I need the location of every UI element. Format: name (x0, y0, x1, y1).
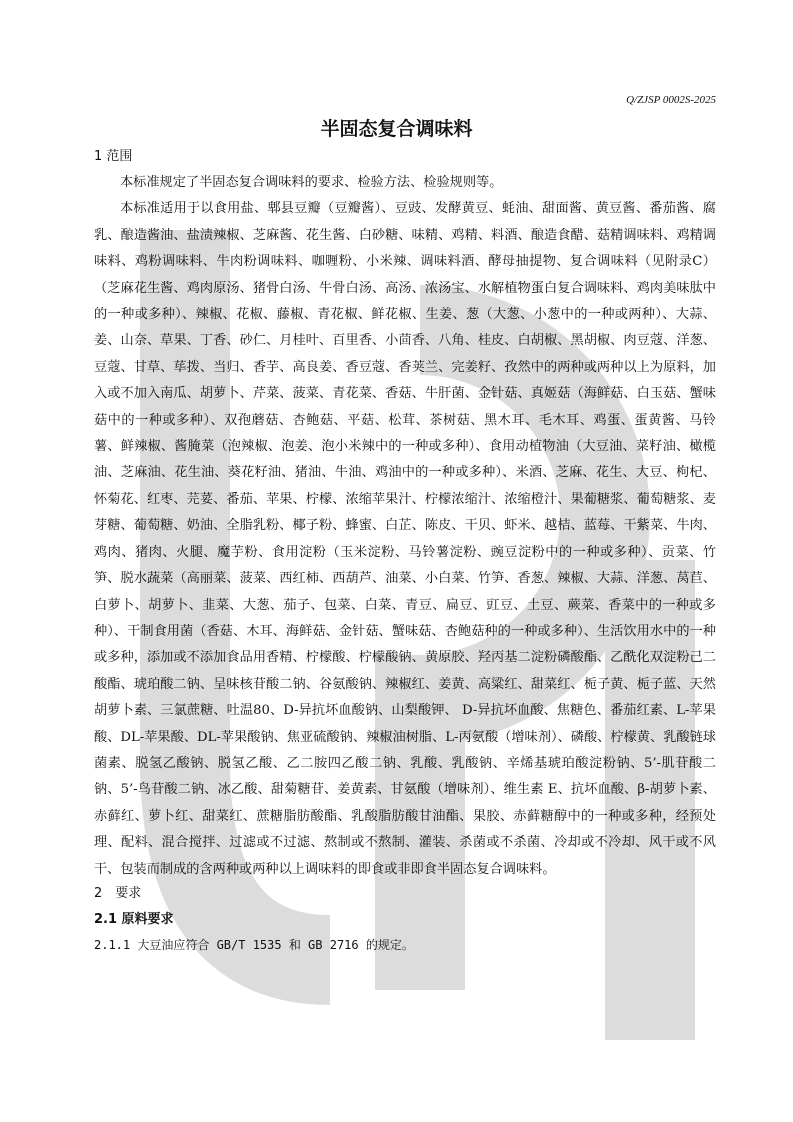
section-requirements-heading: 2 要求 (94, 885, 142, 901)
standard-number: Q/ZJSP 0002S-2025 (626, 94, 716, 106)
scope-paragraph-2: 本标准适用于以食用盐、郫县豆瓣（豆瓣酱）、豆豉、发酵黄豆、蚝油、甜面酱、黄豆酱、番茄酱、腐乳、酿造酱油、盐渍辣椒、芝麻酱、花生酱、白砂糖、味精、鸡精、料酒、酿造食醋、菇精调味料、鸡精调味料、鸡粉调味料、牛肉粉调味料、咖喱粉、小米辣、调味料酒、酵母抽提物、复合调味料（见附录C）（芝麻花生酱、鸡肉原汤、猪骨白汤、牛骨白汤、高汤、浓汤宝、水解植物蛋白复合调味料、鸡肉美味肽中的一种或多种）、辣椒、花椒、藤椒、青花椒、鲜花椒、生姜、葱（大葱、小葱中的一种或两种）、大蒜、姜、山奈、草果、丁香、砂仁、月桂叶、百里香、小茴香、八角、桂皮、白胡椒、黑胡椒、肉豆蔻、洋葱、豆蔻、甘草、荜拨、当归、香芋、高良姜、香豆蔻、香荚兰、完姜籽、孜然中的两种或两种以上为原料，加入或不加入南瓜、胡萝卜、芹菜、菠菜、青花菜、香菇、牛肝菌、金针菇、真姬菇（海鲜菇、白玉菇、蟹味菇中的一种或多种）、双孢蘑菇、杏鲍菇、平菇、松茸、茶树菇、黑木耳、毛木耳、鸡蛋、蛋黄酱、马铃薯、鲜辣椒、酱腌菜（泡辣椒、泡姜、泡小米辣中的一种或多种）、食用动植物油（大豆油、菜籽油、橄榄油、芝麻油、花生油、葵花籽油、猪油、牛油、鸡油中的一种或多种）、米酒、芝麻、花生、大豆、枸杞、怀菊花、红枣、芫荽、番茄、苹果、柠檬、浓缩苹果汁、柠檬浓缩汁、浓缩橙汁、果葡糖浆、葡萄糖浆、麦芽糖、葡萄糖、奶油、全脂乳粉、椰子粉、蜂蜜、白芷、陈皮、干贝、虾米、越桔、蓝莓、干紫菜、牛肉、鸡肉、猪肉、火腿、魔芋粉、食用淀粉（玉米淀粉、马铃薯淀粉、豌豆淀粉中的一种或多种）、贡菜、竹笋、脱水蔬菜（高丽菜、菠菜、西红柿、西葫芦、油菜、小白菜、竹笋、香葱、辣椒、大蒜、洋葱、莴苣、白萝卜、胡萝卜、韭菜、大葱、茄子、包菜、白菜、青豆、扁豆、豇豆、土豆、蕨菜、香菜中的一种或多种）、干制食用菌（香菇、木耳、海鲜菇、金针菇、蟹味菇、杏鲍菇种的一种或多种）、生活饮用水中的一种或多种，添加或不添加食品用香精、柠檬酸、柠檬酸钠、黄原胶、羟丙基二淀粉磷酸酯、乙酰化双淀粉己二酸酯、琥珀酸二钠、呈味核苷酸二钠、谷氨酸钠、辣椒红、姜黄、高粱红、甜菜红、栀子黄、栀子蓝、天然胡萝卜素、三氯蔗糖、吐温80、D-异抗坏血酸钠、山梨酸钾、 D-异抗坏血酸、焦糖色、番茄红素、L-苹果酸、DL-苹果酸、DL-苹果酸钠、焦亚硫酸钠、辣椒油树脂、L-丙氨酸（增味剂）、磷酸、柠檬黄、乳酸链球菌素、脱氢乙酸钠、脱氢乙酸、乙二胺四乙酸二钠、乳酸、乳酸钠、辛烯基琥珀酸淀粉钠、5’-肌苷酸二钠、5’-鸟苷酸二钠、冰乙酸、甜菊糖苷、姜黄素、甘氨酸（增味剂）、维生素 E、抗坏血酸、β-胡萝卜素、赤藓红、萝卜红、甜菜红、蔗糖脂肪酸酯、乳酸脂肪酸甘油酯、果胶、赤藓糖醇中的一种或多种，经预处理、配料、混合搅拌、过滤或不过滤、熬制或不熬制、灌装、杀菌或不杀菌、冷却或不冷却、风干或不风干、包装而制成的含两种或两种以上调味料的即食或非即食半固态复合调味料。 (94, 201, 716, 877)
document-body (94, 146, 716, 957)
section-raw-materials-heading: 2.1 原料要求 (94, 911, 174, 927)
scope-paragraph-1: 本标准规定了半固态复合调味料的要求、检验方法、检验规则等。 (120, 175, 503, 190)
section-scope-heading: 1 范围 (94, 149, 133, 164)
clause-2-1-1: 2.1.1 大豆油应符合 GB/T 1535 和 GB 2716 的规定。 (94, 937, 414, 952)
document-title: 半固态复合调味料 (320, 118, 473, 140)
